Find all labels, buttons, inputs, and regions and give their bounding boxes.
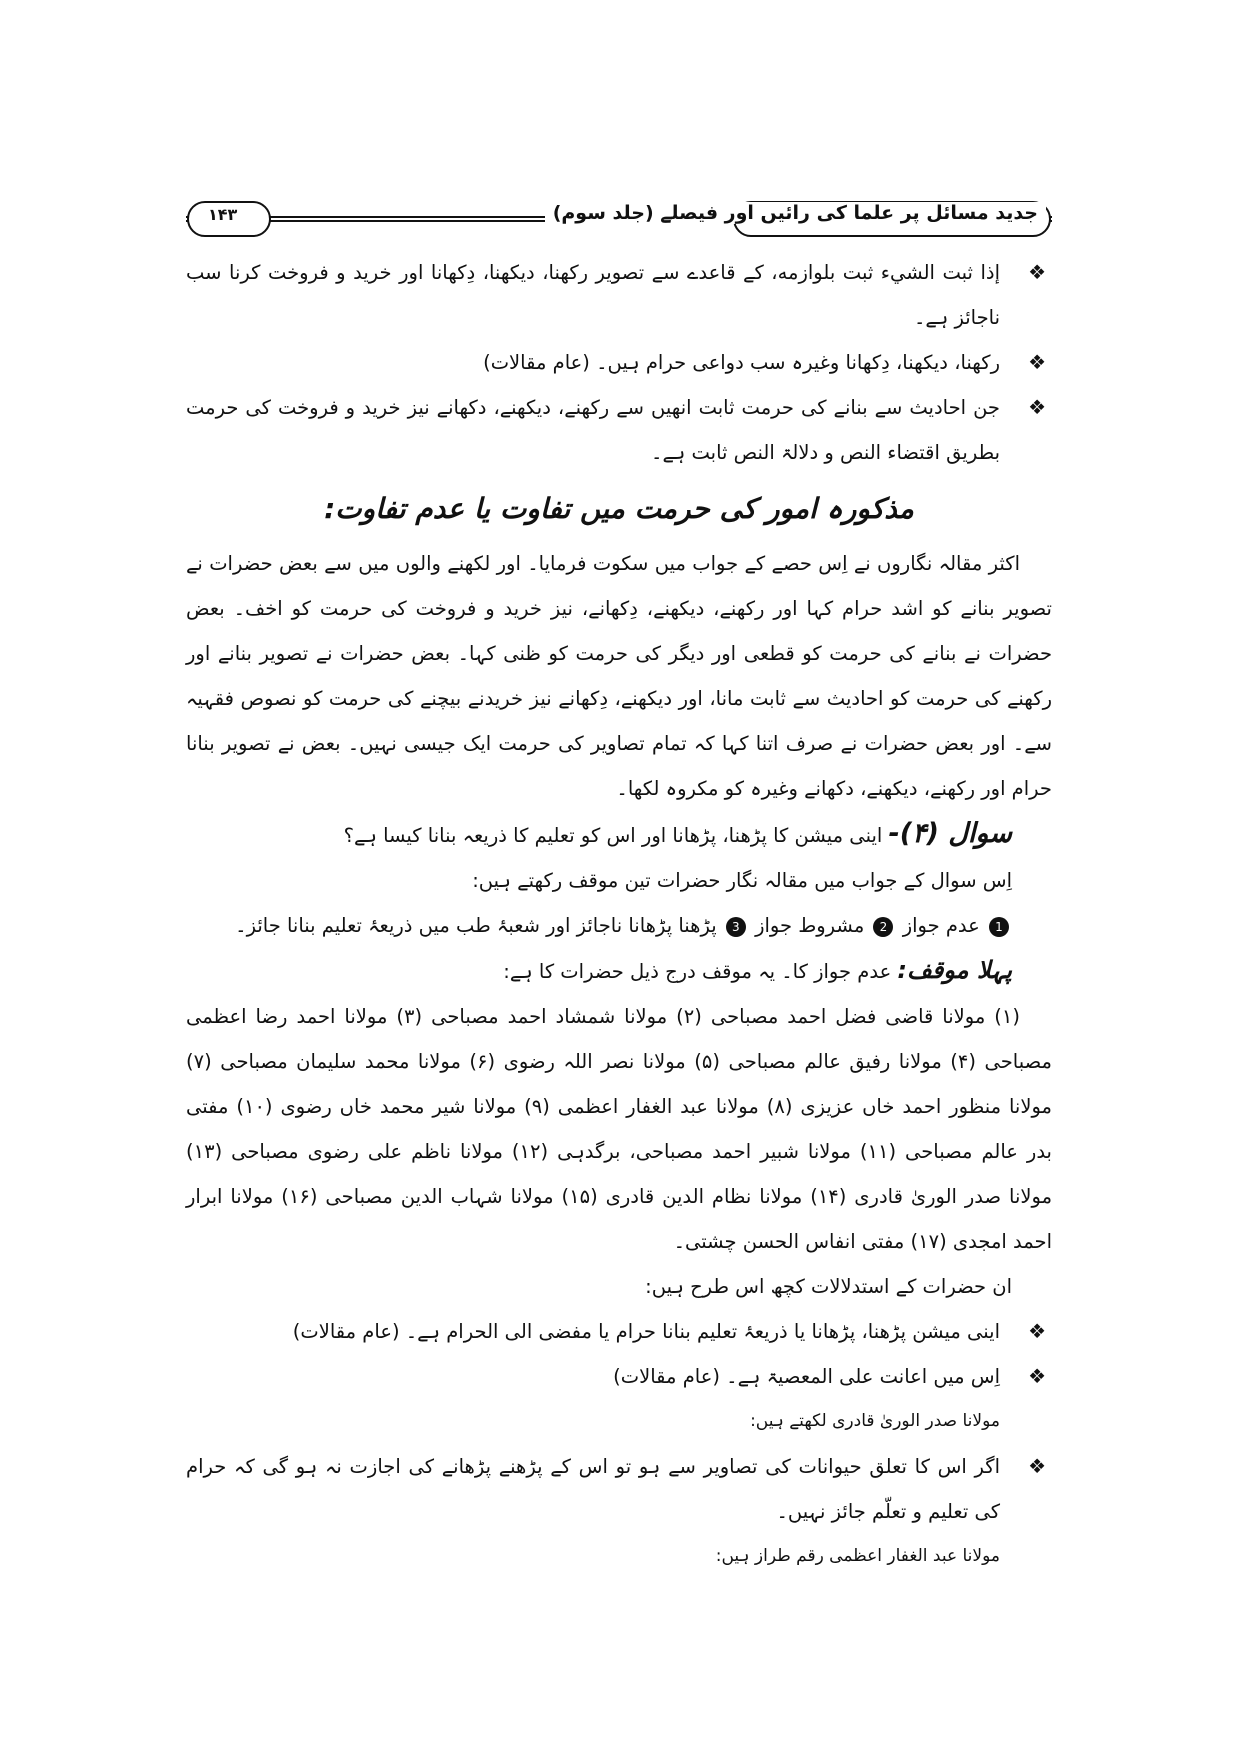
first-position-label: پہلا موقف: [897,956,1012,984]
bullet-diamond-icon: ❖ [1028,350,1046,374]
position-1: عدم جواز [902,914,980,937]
position-3: پڑھنا پڑھانا ناجائز اور شعبۂ طب میں ذریعۂ تعلیم بنانا جائز۔ [235,914,717,937]
bullet-diamond-icon: ❖ [1028,1319,1046,1343]
bullet-diamond-icon: ❖ [1028,1364,1046,1388]
list-item [186,250,1052,340]
number-badge: 2 [873,917,893,937]
list-item [186,1309,1052,1354]
arguments-intro: ان حضرات کے استدلالات کچھ اس طرح ہیں: [645,1275,1012,1298]
book-title: جدید مسائل پر علما کی رائیں اور فیصلے (جلد سوم) [545,202,1046,224]
bullet-diamond-icon: ❖ [1028,395,1046,419]
page-number: ۱۴۳ [208,205,238,224]
first-position-text: عدم جواز کا۔ یہ موقف درج ذیل حضرات کا ہے: [503,960,892,983]
bullet-text: رکھنا، دیکھنا، دِکھانا وغیرہ سب دواعی حرام ہیں۔ (عام مقالات) [483,351,1000,374]
first-position [186,948,1052,994]
quote-intro: مولانا صدر الوریٰ قادری لکھتے ہیں: [750,1411,1000,1431]
bullet-text: إذا ثبت الشيء ثبت بلوازمه، کے قاعدے سے تصویر رکھنا، دیکھنا، دِکھانا اور خرید و فروخت کرنا سب ناجائز ہے۔ [186,261,1000,329]
bullet-text: اگر اس کا تعلق حیوانات کی تصاویر سے ہو تو اس کے پڑھنے پڑھانے کی اجازت نہ ہو گی کہ حرام کی تعلیم و تعلّم جائز نہیں۔ [186,1455,1000,1523]
position-2: مشروط جواز [755,914,865,937]
bullet-diamond-icon: ❖ [1028,260,1046,284]
page-content [186,250,1052,1579]
positions-list [186,903,1052,948]
section-heading: مذکورہ امور کی حرمت میں تفاوت یا عدم تفاوت: [324,492,914,525]
bullet-text: اینی میشن پڑھنا، پڑھانا یا ذریعۂ تعلیم بنانا حرام یا مفضی الی الحرام ہے۔ (عام مقالات) [292,1320,1000,1343]
bullet-text: اِس میں اعانت علی المعصیۃ ہے۔ (عام مقالات) [613,1365,1000,1388]
list-item [186,1354,1052,1399]
quote-intro: مولانا عبد الغفار اعظمی رقم طراز ہیں: [715,1546,1000,1566]
number-badge: 3 [726,917,746,937]
page-header [186,200,1052,238]
number-badge: 1 [989,917,1009,937]
question [186,811,1052,858]
question-text: اینی میشن کا پڑھنا، پڑھانا اور اس کو تعلیم کا ذریعہ بنانا کیسا ہے؟ [343,824,883,847]
scholars-list: (۱) مولانا قاضی فضل احمد مصباحی (۲) مولانا شمشاد احمد مصباحی (۳) مولانا احمد رضا اعظمی مصباحی (۴) مولانا رفیق عالم مصباحی (۵) مولانا نصر اللہ رضوی (۶) مولانا محمد سلیمان مصباحی (۷) مولانا منظور احمد خاں عزیزی (۸) مولانا عبد الغفار اعظمی (۹) مولانا شیر محمد خاں رضوی (۱۰) مفتی بدر عالم مصباحی (۱۱) مولانا شبیر احمد مصباحی، برگدہی (۱۲) مولانا ناظم علی رضوی مصباحی (۱۳) مولانا صدر الوریٰ قادری (۱۴) مولانا نظام الدین قادری (۱۵) مولانا شہاب الدین مصباحی (۱۶) مولانا ابرار احمد امجدی (۱۷) مفتی انفاس الحسن چشتی۔ [186,1005,1053,1253]
list-item [186,1444,1052,1534]
list-item [186,340,1052,385]
paragraph: اکثر مقالہ نگاروں نے اِس حصے کے جواب میں سکوت فرمایا۔ اور لکھنے والوں میں سے بعض حضرات نے تصویر بنانے کو اشد حرام کہا اور رکھنے، دیکھنے، دِکھانے، نیز خرید و فروخت کی حرمت کو اخف۔ بعض حضرات نے بنانے کی حرمت کو قطعی اور دیگر کی حرمت کو ظنی کہا۔ بعض حضرات نے تصویر بنانے اور رکھنے کی حرمت کو احادیث سے ثابت مانا، اور دیکھنے، دِکھانے نیز خریدنے بیچنے کی حرمت کو نصوص فقہیہ سے۔ اور بعض حضرات نے صرف اتنا کہا کہ تمام تصاویر کی حرمت ایک جیسی نہیں۔ بعض نے تصویر بنانا حرام اور رکھنے، دیکھنے، دکھانے وغیرہ کو مکروہ لکھا۔ [186,552,1052,800]
bullet-diamond-icon: ❖ [1028,1454,1046,1478]
answer-intro: اِس سوال کے جواب میں مقالہ نگار حضرات تین موقف رکھتے ہیں: [472,869,1012,892]
list-item [186,385,1052,475]
question-label: سوال (۴)- [888,818,1012,849]
bullet-text: جن احادیث سے بنانے کی حرمت ثابت انھیں سے رکھنے، دیکھنے، دکھانے نیز خرید و فروخت کی حرمت بطریق اقتضاء النص و دلالۃ النص ثابت ہے۔ [186,396,1000,464]
